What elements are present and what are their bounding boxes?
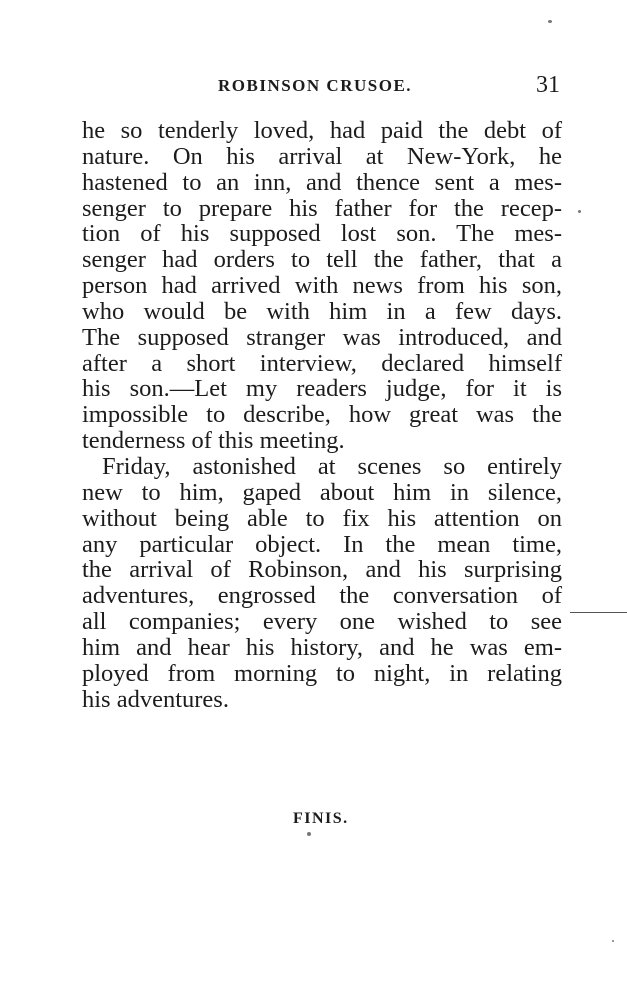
text-line: he so tenderly loved, had paid the debt of [82,117,562,144]
text-line: adventures, engrossed the conversation of [82,582,562,610]
body-text [82,118,562,712]
text-line: him and hear his history, and he was em- [82,633,562,661]
text-line: senger had orders to tell the father, that a [82,246,562,274]
text-line: nature. On his arrival at New-York, he [82,142,562,170]
text-line: ployed from morning to night, in relating [82,659,562,687]
text-line: senger to prepare his father for the recep- [82,194,562,222]
text-line: his adventures. [82,685,229,713]
text-line: person had arrived with news from his son, [82,272,562,300]
text-line: any particular object. In the mean time, [82,530,562,558]
ink-speck [548,20,552,23]
paragraph-2 [82,454,562,712]
running-title: ROBINSON CRUSOE. [218,76,413,95]
text-line: his son.—Let my readers judge, for it is [82,375,562,403]
text-line: The supposed stranger was introduced, and [82,323,562,351]
text-line: tenderness of this meeting. [82,427,345,455]
text-line: after a short interview, declared himself [82,349,562,377]
finis-mark: FINIS. [293,810,349,827]
text-line: new to him, gaped about him in silence, [82,478,562,506]
page-number: 31 [536,72,560,98]
margin-scratch [570,612,627,613]
ink-speck [307,832,311,836]
text-line: impossible to describe, how great was the [82,401,562,429]
text-line: all companies; every one wished to see [82,608,562,636]
text-line: Friday, astonished at scenes so entirely [102,452,562,480]
text-line: tion of his supposed lost son. The mes- [82,220,562,248]
text-line: hastened to an inn, and thence sent a mes- [82,168,562,196]
running-head [80,72,562,102]
ink-speck [612,940,614,942]
ink-speck [578,210,581,213]
text-line: the arrival of Robinson, and his surprising [82,556,562,584]
paragraph-1 [82,118,562,454]
text-line: without being able to fix his attention on [82,504,562,532]
text-line: who would be with him in a few days. [82,297,562,325]
